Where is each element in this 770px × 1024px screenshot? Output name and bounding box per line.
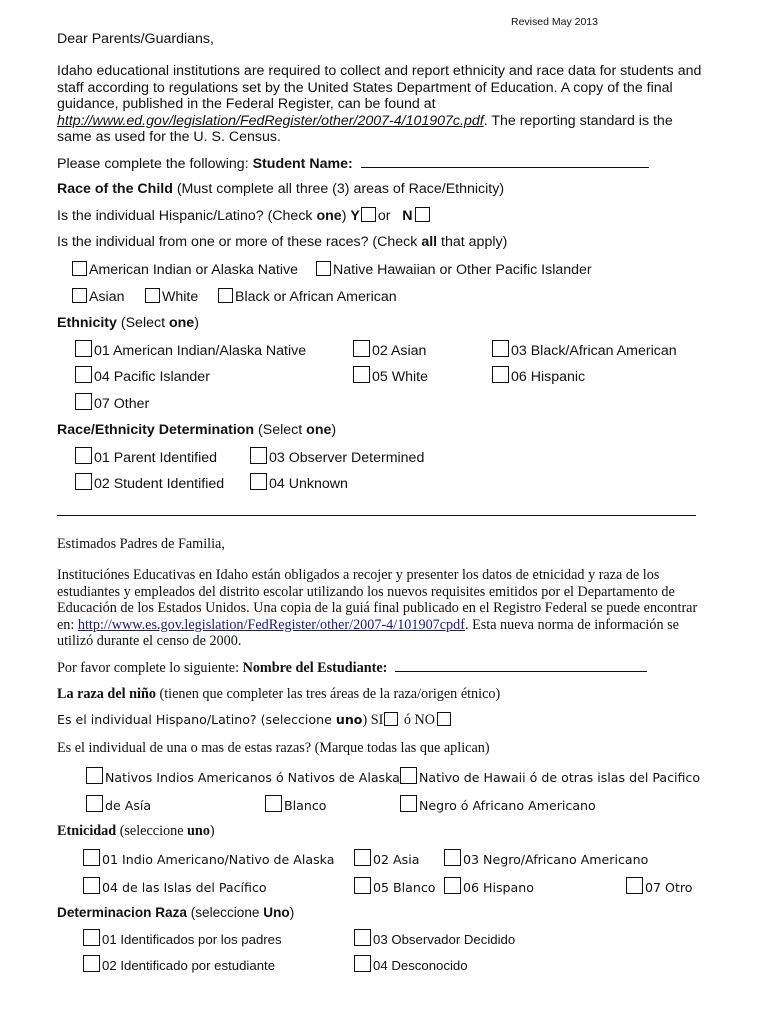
race-option-asian-es[interactable]: de Asía <box>86 795 151 814</box>
race-option-white-es[interactable]: Blanco <box>265 795 326 814</box>
ethnicity-heading-en: Ethnicity (Select one) <box>57 315 199 331</box>
checkbox-icon[interactable] <box>353 340 370 357</box>
checkbox-icon[interactable] <box>75 447 92 464</box>
checkbox-icon[interactable] <box>250 447 267 464</box>
greeting-en: Dear Parents/Guardians, <box>57 31 214 47</box>
ethnicity-heading-es: Etnicidad (seleccione uno) <box>57 823 215 839</box>
checkbox-icon[interactable] <box>75 393 92 410</box>
race-option-asian-en[interactable]: Asian <box>72 288 125 306</box>
checkbox-icon[interactable] <box>83 955 100 972</box>
greeting-es: Estimados Padres de Familia, <box>57 536 225 552</box>
checkbox-icon[interactable] <box>218 288 233 303</box>
ethnicity-option-07-es[interactable]: 07 Otro <box>626 877 693 896</box>
checkbox-icon[interactable] <box>86 795 103 812</box>
checkbox-icon[interactable] <box>75 366 92 383</box>
race-option-native-hawaiian-en[interactable]: Native Hawaiian or Other Pacific Islander <box>316 261 592 279</box>
ethnicity-option-04-es[interactable]: 04 de las Islas del Pacífico <box>83 877 267 896</box>
hispanic-question-es: Es el individual Hispano/Latino? (seleccione uno) SI ó NO <box>57 712 453 729</box>
race-heading-es: La raza del niño (tienen que completer las tres áreas de la raza/origen étnico) <box>57 686 501 702</box>
hispanic-yes-checkbox-en[interactable] <box>361 207 376 222</box>
checkbox-icon[interactable] <box>83 877 100 894</box>
checkbox-icon[interactable] <box>354 877 371 894</box>
checkbox-icon[interactable] <box>75 473 92 490</box>
ethnicity-option-07-en[interactable]: 07 Other <box>75 393 149 413</box>
ethnicity-option-02-en[interactable]: 02 Asian <box>353 340 426 360</box>
ethnicity-option-01-en[interactable]: 01 American Indian/Alaska Native <box>75 340 306 360</box>
checkbox-icon[interactable] <box>354 955 371 972</box>
race-option-native-hawaiian-es[interactable]: Nativo de Hawaii ó de otras islas del Pacifico <box>400 767 700 786</box>
revised-date: Revised May 2013 <box>511 16 598 28</box>
races-question-es: Es el individual de una o mas de estas razas? (Marque todas las que aplican) <box>57 740 490 756</box>
ethnicity-option-02-es[interactable]: 02 Asia <box>354 849 419 868</box>
determination-option-01-es[interactable]: 01 Identificados por los padres <box>83 929 282 948</box>
determination-option-03-es[interactable]: 03 Observador Decidido <box>354 929 515 948</box>
race-option-black-en[interactable]: Black or African American <box>218 288 397 306</box>
checkbox-icon[interactable] <box>444 877 461 894</box>
determination-option-01-en[interactable]: 01 Parent Identified <box>75 447 217 467</box>
checkbox-icon[interactable] <box>626 877 643 894</box>
checkbox-icon[interactable] <box>400 767 417 784</box>
ethnicity-option-06-es[interactable]: 06 Hispano <box>444 877 534 896</box>
student-name-row-en: Please complete the following: Student Name: <box>57 155 649 173</box>
section-divider <box>57 515 696 516</box>
checkbox-icon[interactable] <box>353 366 370 383</box>
determination-option-04-es[interactable]: 04 Desconocido <box>354 955 468 974</box>
checkbox-icon[interactable] <box>72 261 87 276</box>
checkbox-icon[interactable] <box>83 929 100 946</box>
student-name-label-en: Student Name: <box>252 156 353 172</box>
race-heading-en: Race of the Child (Must complete all three (3) areas of Race/Ethnicity) <box>57 181 505 197</box>
race-option-american-indian-es[interactable]: Nativos Indios Americanos ó Nativos de Alaska <box>86 767 400 786</box>
determination-heading-es: Determinacion Raza (seleccione Uno) <box>57 905 295 920</box>
ethnicity-option-01-es[interactable]: 01 Indio Americano/Nativo de Alaska <box>83 849 334 868</box>
checkbox-icon[interactable] <box>492 366 509 383</box>
checkbox-icon[interactable] <box>316 261 331 276</box>
determination-option-04-en[interactable]: 04 Unknown <box>250 473 348 493</box>
determination-option-02-en[interactable]: 02 Student Identified <box>75 473 224 493</box>
student-name-row-es: Por favor complete lo siguiente: Nombre del Estudiante: <box>57 659 647 677</box>
hispanic-yes-checkbox-es[interactable] <box>384 712 398 726</box>
checkbox-icon[interactable] <box>75 340 92 357</box>
race-option-american-indian-en[interactable]: American Indian or Alaska Native <box>72 261 298 279</box>
determination-heading-en: Race/Ethnicity Determination (Select one) <box>57 422 337 438</box>
checkbox-icon[interactable] <box>83 849 100 866</box>
student-name-field-es[interactable] <box>395 659 647 672</box>
races-question-en: Is the individual from one or more of these races? (Check all that apply) <box>57 234 508 250</box>
ethnicity-option-05-es[interactable]: 05 Blanco <box>354 877 436 896</box>
federal-register-link-es[interactable]: http://www.es.gov.legislation/FedRegister/other/2007-4/101907cpdf <box>77 616 465 633</box>
hispanic-question-en: Is the individual Hispanic/Latino? (Check one) Y or N <box>57 207 432 225</box>
hispanic-no-checkbox-en[interactable] <box>415 207 430 222</box>
checkbox-icon[interactable] <box>265 795 282 812</box>
ethnicity-option-03-en[interactable]: 03 Black/African American <box>492 340 677 360</box>
checkbox-icon[interactable] <box>72 288 87 303</box>
checkbox-icon[interactable] <box>145 288 160 303</box>
checkbox-icon[interactable] <box>354 929 371 946</box>
checkbox-icon[interactable] <box>354 849 371 866</box>
race-option-black-es[interactable]: Negro ó Africano Americano <box>400 795 596 814</box>
intro-paragraph-en: Idaho educational institutions are required to collect and report ethnicity and race data for students and staff according to regulations set by the United States Department of Education. A copy of the final guidance, published in the Federal Register, can be found at http://www.ed.gov/legislation/FedRegister/other/2007-4/101907c.pdf. The reporting standard is the same as used for the U. S. Census. <box>57 63 702 145</box>
checkbox-icon[interactable] <box>400 795 417 812</box>
ethnicity-option-05-en[interactable]: 05 White <box>353 366 428 386</box>
ethnicity-option-03-es[interactable]: 03 Negro/Africano Americano <box>444 849 648 868</box>
determination-option-03-en[interactable]: 03 Observer Determined <box>250 447 424 467</box>
checkbox-icon[interactable] <box>444 849 461 866</box>
ethnicity-option-04-en[interactable]: 04 Pacific Islander <box>75 366 210 386</box>
determination-option-02-es[interactable]: 02 Identificado por estudiante <box>83 955 275 974</box>
hispanic-no-checkbox-es[interactable] <box>437 712 451 726</box>
student-name-field-en[interactable] <box>361 155 649 168</box>
checkbox-icon[interactable] <box>250 473 267 490</box>
student-name-label-es: Nombre del Estudiante: <box>242 660 388 676</box>
federal-register-link-en[interactable]: http://www.ed.gov/legislation/FedRegister/other/2007-4/101907c.pdf <box>57 112 484 129</box>
race-option-white-en[interactable]: White <box>145 288 198 306</box>
checkbox-icon[interactable] <box>86 767 103 784</box>
intro-paragraph-es: Instituciónes Educativas en Idaho están obligados a recojer y presenter los datos de etnicidad y raza de los estudiantes y empleados del distrito escolar utilizando los nuevos requisites emitidos por el Departamento de Educación de los Estados Unidos. Una copia de la guiá final publicado en el Registro Federal se puede encontrar en: http://www.es.gov.legislation/FedRegister/other/2007-4/101907cpdf. Esta nueva norma de información se utilizó durante el censo de 2000. <box>57 567 698 649</box>
ethnicity-option-06-en[interactable]: 06 Hispanic <box>492 366 585 386</box>
checkbox-icon[interactable] <box>492 340 509 357</box>
